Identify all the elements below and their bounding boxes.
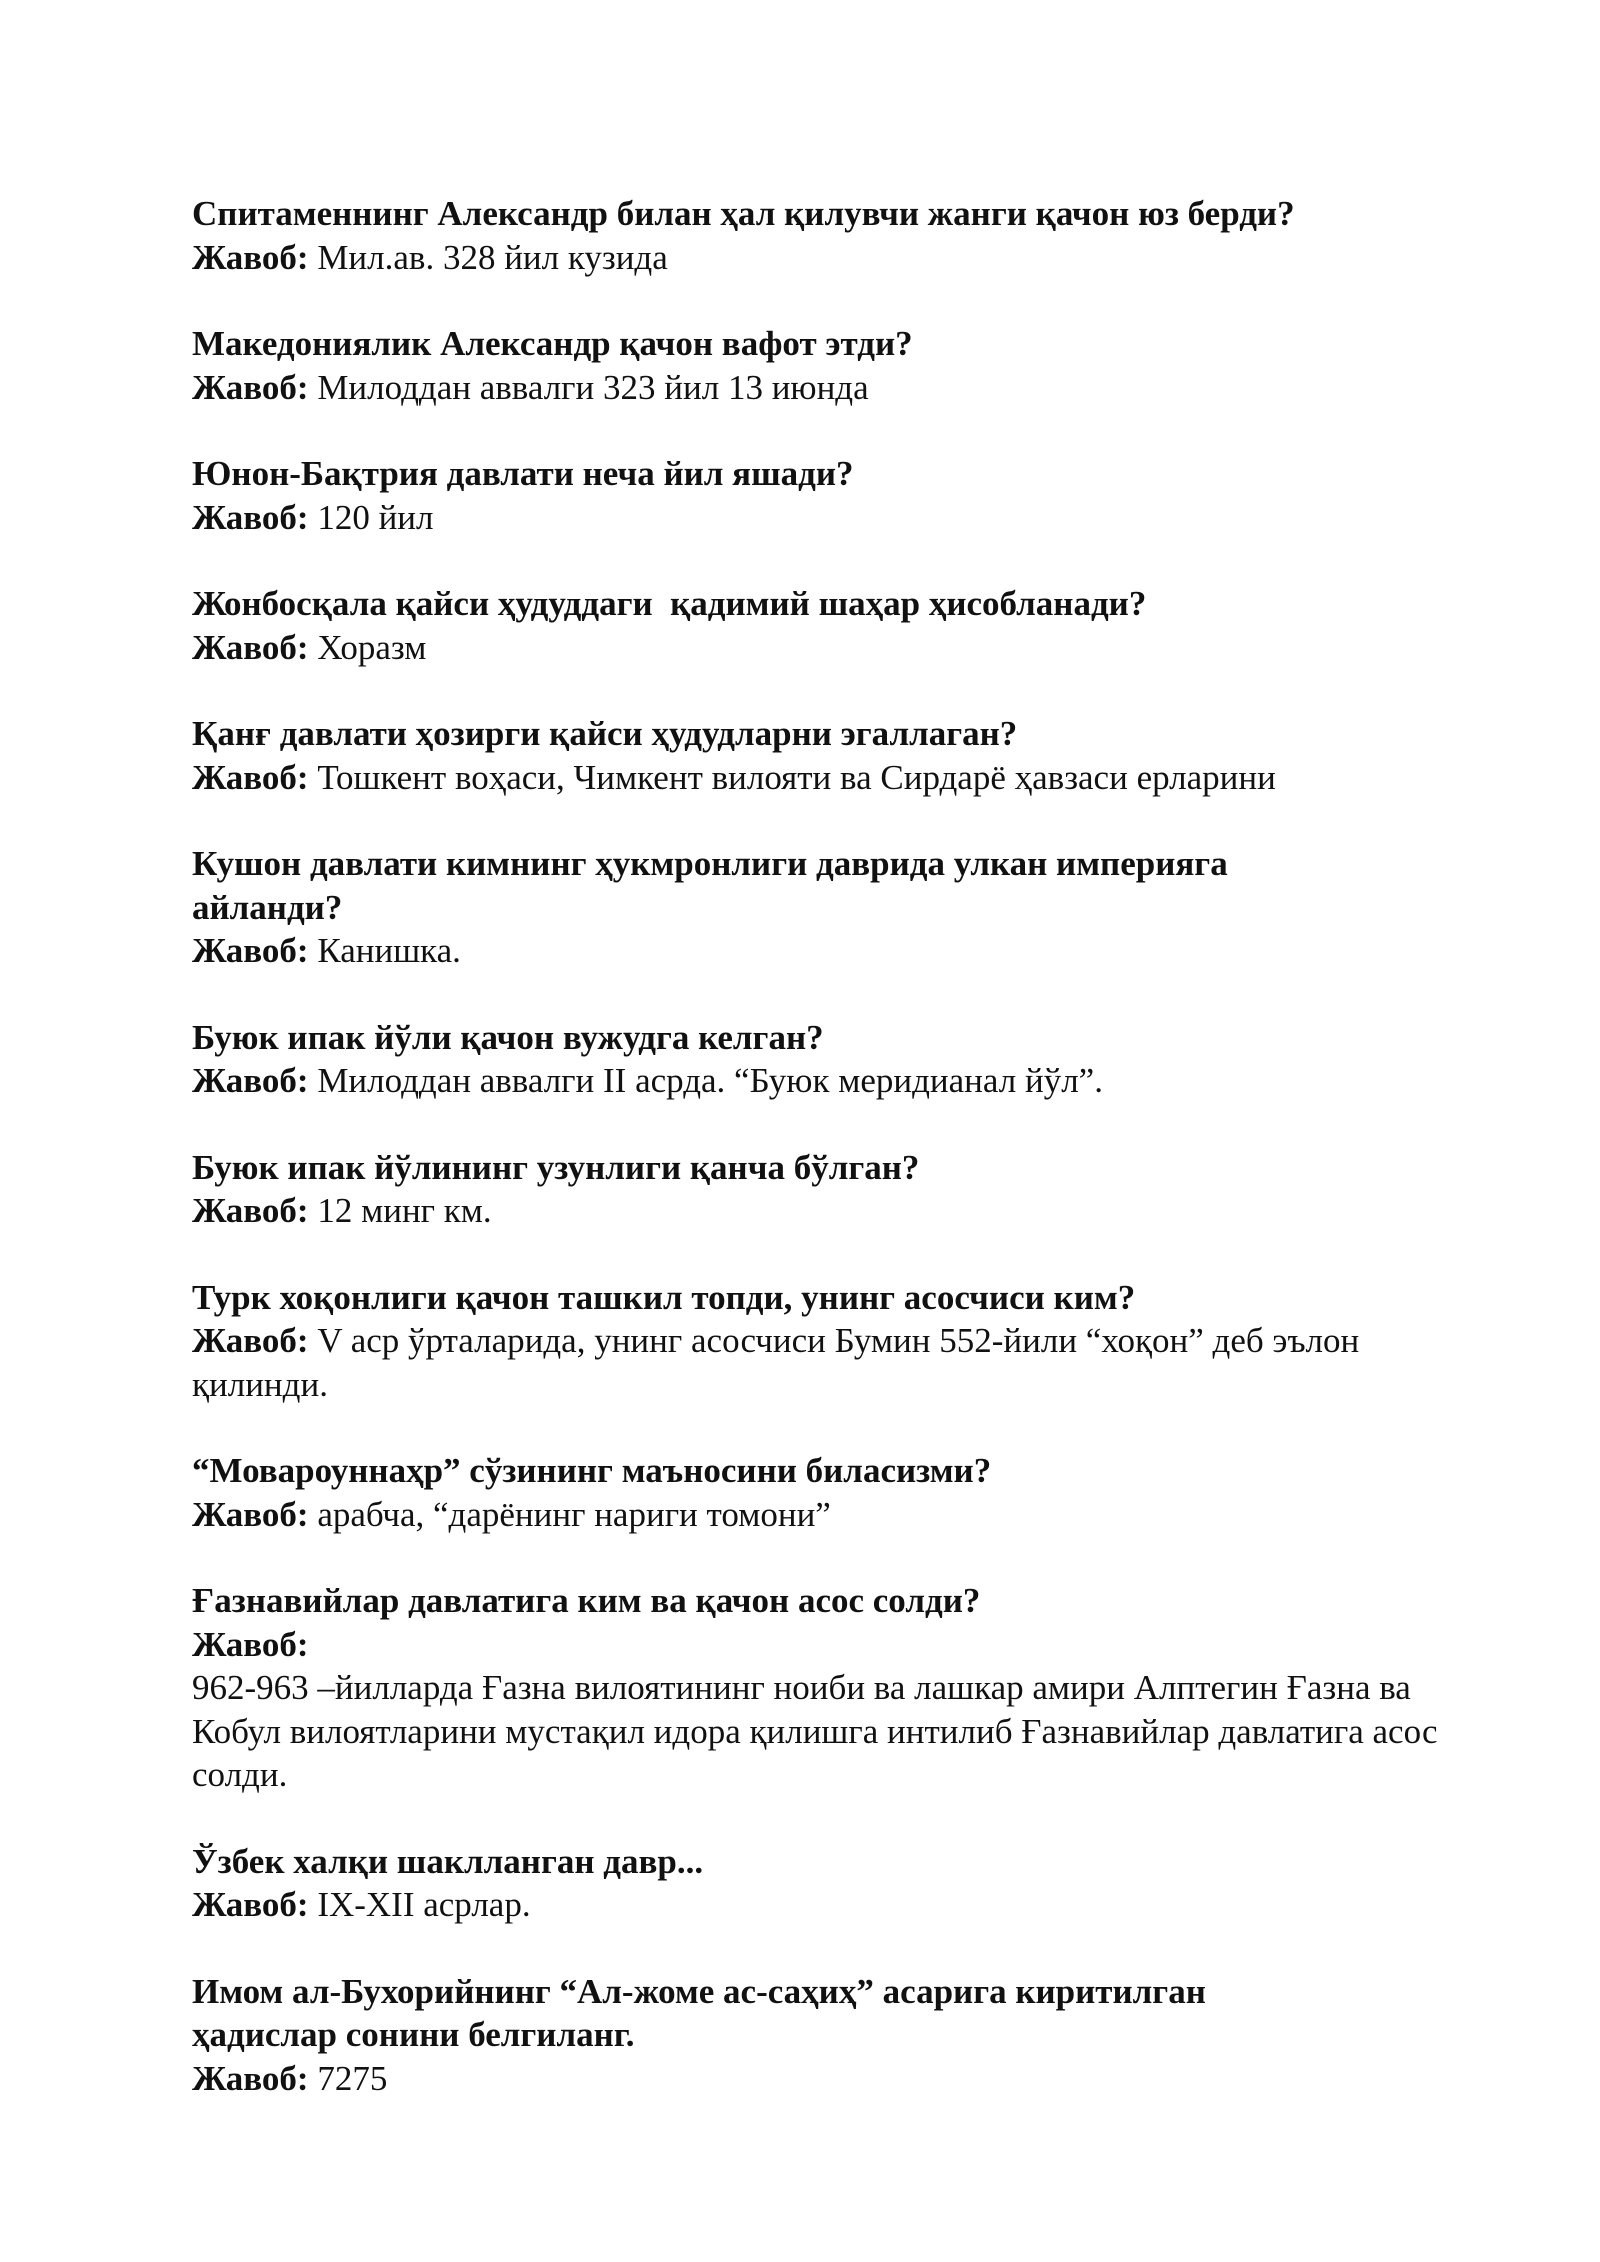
answer — [192, 1319, 1392, 1406]
answer-label: Жавоб: — [192, 931, 309, 970]
qa-item — [192, 582, 1452, 669]
question: Ғазнавийлар давлатига ким ва қачон асос солди? — [192, 1581, 981, 1620]
qa-item — [192, 1579, 1452, 1797]
answer-text: 12 минг км. — [317, 1191, 492, 1230]
answer — [192, 1059, 1452, 1103]
document-page — [192, 192, 1452, 2143]
answer-label: Жавоб: — [192, 1321, 309, 1360]
qa-item — [192, 1276, 1452, 1407]
qa-item — [192, 842, 1452, 973]
answer-text: Мил.ав. 328 йил кузида — [317, 237, 668, 277]
answer-label: Жавоб: — [192, 2058, 309, 2098]
answer — [192, 2057, 1452, 2101]
answer-text: Хоразм — [317, 627, 427, 667]
answer-text: Милоддан аввалги II асрда. “Буюк меридианал йўл”. — [317, 1061, 1103, 1100]
answer-text: V аср ўрталарида, унинг асосчиси Бумин 552-йили “хоқон” деб эълон қилинди. — [192, 1321, 1360, 1404]
qa-item — [192, 1840, 1452, 1927]
answer-label: Жавоб: — [192, 367, 309, 407]
question: Буюк ипак йўли қачон вужудга келган? — [192, 1017, 824, 1057]
question: Спитаменнинг Александр билан ҳал қилувчи жанги қачон юз берди? — [192, 194, 1295, 233]
answer-label: Жавоб: — [192, 1191, 309, 1230]
answer-label: Жавоб: — [192, 1885, 309, 1924]
question: Турк хоқонлиги қачон ташкил топди, унинг асосчиси ким? — [192, 1277, 1136, 1317]
question: “Мовароуннаҳр” сўзининг маъносини биласизми? — [192, 1451, 992, 1490]
answer-text: 962-963 –йилларда Ғазна вилоятининг ноиби ва лашкар амири Алптегин Ғазна ва Кобул вилоятларини мустақил идора қилишга интилиб Ғазнавийлар давлатига асос солди. — [192, 1668, 1438, 1794]
answer-text: Канишка. — [317, 931, 461, 970]
answer-text: 120 йил — [317, 497, 434, 537]
qa-item — [192, 1449, 1452, 1536]
answer — [192, 1189, 1452, 1233]
qa-item — [192, 1146, 1452, 1233]
answer-label: Жавоб: — [192, 1494, 309, 1534]
question: Юнон-Бақтрия давлати неча йил яшади? — [192, 454, 854, 493]
answer — [192, 496, 1452, 540]
answer — [192, 1883, 1452, 1927]
answer-label: Жавоб: — [192, 1061, 309, 1100]
answer — [192, 1493, 1452, 1537]
answer-label: Жавоб: — [192, 237, 309, 277]
answer — [192, 1623, 1452, 1667]
question: Қанғ давлати ҳозирги қайси ҳудудларни эгаллаган? — [192, 714, 1018, 753]
qa-item — [192, 192, 1452, 279]
question: Македониялик Александр қачон вафот этди? — [192, 324, 913, 363]
answer — [192, 236, 1452, 280]
question: Имом ал-Бухорийнинг “Ал-жоме ас-саҳиҳ” асарига киритилган ҳадислар сонини белгиланг. — [192, 1971, 1206, 2054]
question: Буюк ипак йўлининг узунлиги қанча бўлган? — [192, 1147, 920, 1187]
answer-label: Жавоб: — [192, 627, 309, 667]
answer-label: Жавоб: — [192, 757, 309, 797]
answer — [192, 366, 1452, 410]
qa-item — [192, 322, 1452, 409]
qa-item — [192, 1970, 1452, 2101]
question: Кушон давлати кимнинг ҳукмронлиги даврида улкан империяга айланди? — [192, 844, 1228, 927]
qa-item — [192, 1016, 1452, 1103]
answer-label: Жавоб: — [192, 1624, 309, 1664]
answer — [192, 929, 1452, 973]
qa-item — [192, 452, 1452, 539]
qa-item — [192, 712, 1452, 799]
answer-text: арабча, “дарёнинг нариги томони” — [317, 1494, 831, 1534]
answer — [192, 756, 1452, 800]
answer-text: Милоддан аввалги 323 йил 13 июнда — [317, 367, 869, 407]
question: Жонбосқала қайси ҳудуддаги қадимий шаҳар ҳисобланади? — [192, 584, 1147, 623]
answer-text: 7275 — [317, 2058, 388, 2098]
question: Ўзбек халқи шаклланган давр... — [192, 1841, 704, 1881]
answer-text: Тошкент воҳаси, Чимкент вилояти ва Сирдарё ҳавзаси ерларини — [317, 757, 1276, 797]
answer-text: IX-XII асрлар. — [317, 1885, 531, 1924]
answer-label: Жавоб: — [192, 497, 309, 537]
answer — [192, 626, 1452, 670]
